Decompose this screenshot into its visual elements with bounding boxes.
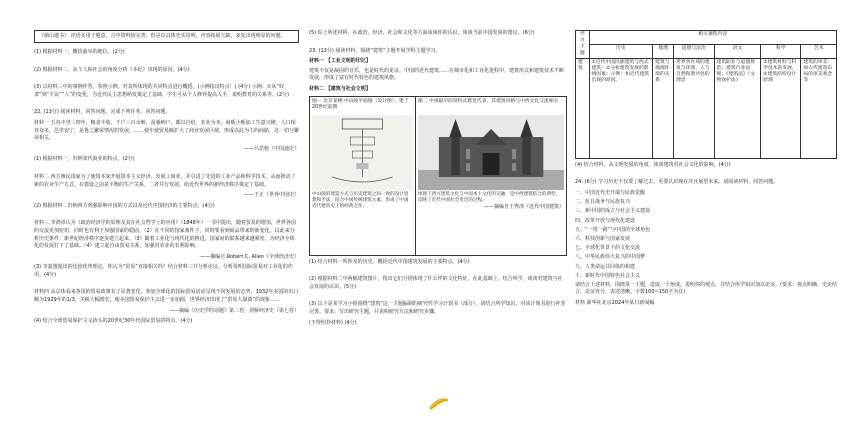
figure-2-caption: 图二 中国最早的哥特式教堂代表，其建筑风格与中西文化交流相关 [417, 98, 559, 104]
question-1-3: (3) 以材料三中的事例作答，参照示例，对其所体现的共同特点进行概括。(示例指出特点！) (4分) 示例：①从“奴隶”到“平民”“人”的变化，为近代民主思想萌发奠定了基础，学生可从个人修养提高入手，说明教育的关系等。(2分) [34, 84, 290, 98]
exam-column-right [575, 30, 837, 311]
cathedral-photo [418, 115, 564, 190]
question-23-intro: 23. (13分) 阅读材料，围绕“建筑”主题开展学科主题学习。 [309, 47, 441, 54]
material-2: 材料二 西方殖民国家为了使资本家开展资本主义经济，发展工商业，并引进了先进的工业产品和科学技术，从而推动了新的农业生产方式。在建设之前是平衡的生产关系，二者并行发展，给近代世界的新经济秩序奠定了基础。 [34, 173, 296, 188]
exam-column-left [34, 30, 299, 329]
list-item: 四、改革开放与现代化建设 [575, 217, 636, 224]
material-4-source: ——摘编《历史学的话题》第二卷，剑桥经济史（第七卷） [168, 307, 299, 314]
table-header-content: 相关课程内容 [589, 31, 837, 45]
question-23-4: (4) 结合材料，从文明发展的角度，谈谈建筑对社会文化的影响。(4分) [575, 161, 731, 168]
table-row-label: 建筑 [576, 58, 590, 158]
list-item: 五、“一带一路”与中国的全球角色 [575, 226, 651, 233]
table-header-art: 艺术 [801, 44, 837, 58]
book-review-box: 《鼎山遗书》 评语实用于题意，言中资料较完善；但是以具体史实说明，内容拓展欠缺，多处出现明显的问题。 [34, 30, 299, 43]
question-22-3: (3) 李嘉图提出的比较优势理论，你认为“贸易”直接相关吗？结合材料三并分析论证。分析说明国际贸易对工业化的作用。(4分) [34, 264, 293, 278]
question-24-intro: 24. (6分) 学习历史不仅要了解过去，更要认识现在并且展望未来。请阅读材料，回答问题。 [575, 179, 779, 186]
list-item: 八、中华民族伟大复兴的中国梦 [575, 254, 646, 261]
material-1-text: 建筑不仅是凝固的音乐，也是时代的见证。中国的近代建筑……在城市化和工业化进程中，建筑形式和建筑技术不断发展，形成了富有时代特色的建筑风格。 [309, 67, 565, 82]
question-23-1: (1) 结合材料一所涉及的历史，概括近代中国建筑发展的主要特点。(4分) [309, 258, 470, 265]
material-1-source: ——吕思勉《中国通史》 [243, 145, 299, 152]
figure-box [309, 96, 567, 256]
question-24-task: 请结合上述材料，围绕某一主题，选取一个角度，说明你的观点，并结合所学知识加以论证。(要求：观点明确，史论结合，论证充分，表述清晰。字数100~150字为宜) [575, 281, 837, 296]
material-1-title: 材料一 【工业文明的印记】 [309, 58, 371, 65]
table-cell-ethics: 世界各区域的建筑与环境、人与自然和谐共处的理念 [674, 58, 714, 158]
question-22-intro: 22. (13分) 阅读材料，回答问题，完成下列任务，回答问题。 [34, 109, 171, 116]
table-cell-history: ①近代中国民族建筑与西式建筑；②分析建筑发展的影响因素；示例：如近代建筑出现的原因。 [589, 58, 653, 158]
material-3: 材料三 李鸿章认为《政治经济学的原理及其在社会哲学上的应用》（1848年）一书中提出，随着贸易的增加，世界各国的交流更加密切，同时也有利于加强国家的稳固。（2）在不同的国家条件下，同时要看到商品带来的新变化。以此来分析历史条件，新世纪经济秩序逐步建立起来。（3）随着工业化与现代化的推进，国家间的联系越来越紧密，为经济全球化的发展打下了基础。（4）建立起自由贸易关系，加强对农业的有利影响。 [34, 220, 296, 250]
feather-logo-icon [427, 396, 451, 412]
list-item: 六、科技创新与国家发展 [575, 235, 631, 242]
material-2-source: ——王正《世界中国史》 [243, 192, 299, 199]
material-3-source: ——摘编自 Robert C. Allen《全球经济史》 [200, 253, 299, 260]
table-header-history: 历史 [589, 44, 653, 58]
question-23-2: (2) 根据材料二中两幅建筑图片，指出它们分别体现了什么样的文化特征。在此基础上，结合所学，谈谈对建筑与社会发展的认识。(5分) [309, 276, 563, 290]
mausoleum-plan-drawing [312, 115, 413, 190]
question-23-3-note: (不得照抄材料) (4分) [309, 319, 357, 326]
list-item: 三、新中国的成立与社会主义建设 [575, 208, 651, 215]
figure-2-source: ——摘编自王秀清《近代中国建筑》 [483, 204, 564, 211]
question-top: (5) 综上所述材料，在政治、经济、社会和文化等方面谈谈你的认识，谈谈当前中国发展的建议。(6分) [309, 30, 535, 36]
material-4: 材料四 从总体看来各国的贸易政策有了显著变化。参加全球化的国际贸易活动呈现不同发展的态势，1932年美国的出口额为1929年的1/3，关税大幅增长，使美国贸易保护主义进一步加剧，世界经济出现了“贸易大崩溃”的现象…… [34, 289, 299, 304]
question-22-2: (2) 根据材料二归纳西方列强影响中国的方式以及近代中国经济的主要特点。(4分) [34, 202, 215, 209]
table-header-chinese: 语文 [714, 44, 761, 58]
subject-table [575, 30, 837, 159]
question-1-1: (1) 根据材料一，概括曲阜的地位。(2分) [34, 49, 125, 55]
figure-2 [416, 97, 566, 255]
table-cell-science: ①建筑材料与科学技术的发展，②建筑结构设计原理 [761, 58, 801, 158]
question-1-2: (2) 根据材料二，从个人和社会的角度分析《本纪》出现的原因。(4分) [34, 66, 190, 73]
table-header-ethics: 道德与法治 [674, 44, 714, 58]
exam-column-middle [309, 30, 567, 330]
topic-list [575, 190, 837, 280]
question-22-4: (4) 结合全球贸易保护主义抬头的20世纪30年代国际贸易的特点。(4分) [34, 318, 193, 325]
list-item: 九、人类命运共同体的构建 [575, 263, 636, 270]
material-subhead: 材料 新华社北京2024年某日新闻稿 [575, 300, 655, 307]
figure-2-text: 体现了西方建筑文化与中国本土文化的交融，是中西建筑结合的典型，反映了近代中国社会变迁的过程。 [417, 191, 561, 203]
material-1: 材料一 五谷丰登三四年，粮食丰收，于户三百余斛，蚕桑纳户，都以自给，农业为本，商贩小贩加工生意兴隆，人口相对众多，邑里安宁，是鲁之繁荣情况的发展。……使年使贸易额扩大了商业发展区域，形成以此为主的商路，这一切与繁荣相关。 [34, 119, 300, 142]
table-header-geography: 地理 [653, 44, 674, 58]
table-header-science: 科学 [761, 44, 801, 58]
list-item: 二、抗日战争与民族复兴 [575, 199, 631, 206]
figure-1-caption: 图一 北京某楼·中山陵平面图（设计图），建于20世纪前期 [312, 98, 409, 111]
table-cell-chinese: 建筑职业与道德规范；建筑行业法规；《建筑法》《文物保护法》 [714, 58, 761, 158]
question-23-3: (3) 以下是某学习小组围绕“建筑”这一主题编制的研究性学习计划书（部分），请结合所学知识，对该计划书进行补充完善。要求：写出研究主题，并说明研究方法和研究步骤。 [309, 301, 566, 315]
figure-1-text: 中山陵的建造方式与历史建筑之间一致的设计思想和手法，结合中国传统建筑元素，形成了中国近代建筑史上的经典之作。 [312, 191, 409, 210]
material-2-title: 材料二 【建筑与社会文明】 [309, 85, 371, 92]
figure-1 [310, 97, 416, 255]
table-cell-geography: 建筑与地理环境的关系 [653, 58, 674, 158]
table-cell-art: 建筑的审美：如古代建筑布局的审美观念等 [801, 58, 837, 158]
question-22-1: (1) 根据材料一，归纳宋代商业的特点。(2分) [34, 156, 135, 163]
table-header-topic: 学习主题 [576, 31, 590, 59]
list-item: 十、新时代中国特色社会主义 [575, 272, 641, 279]
list-item: 一、中国近代史开端与民族觉醒 [575, 190, 646, 196]
list-item: 七、全球化背景下的文化交流 [575, 245, 641, 252]
